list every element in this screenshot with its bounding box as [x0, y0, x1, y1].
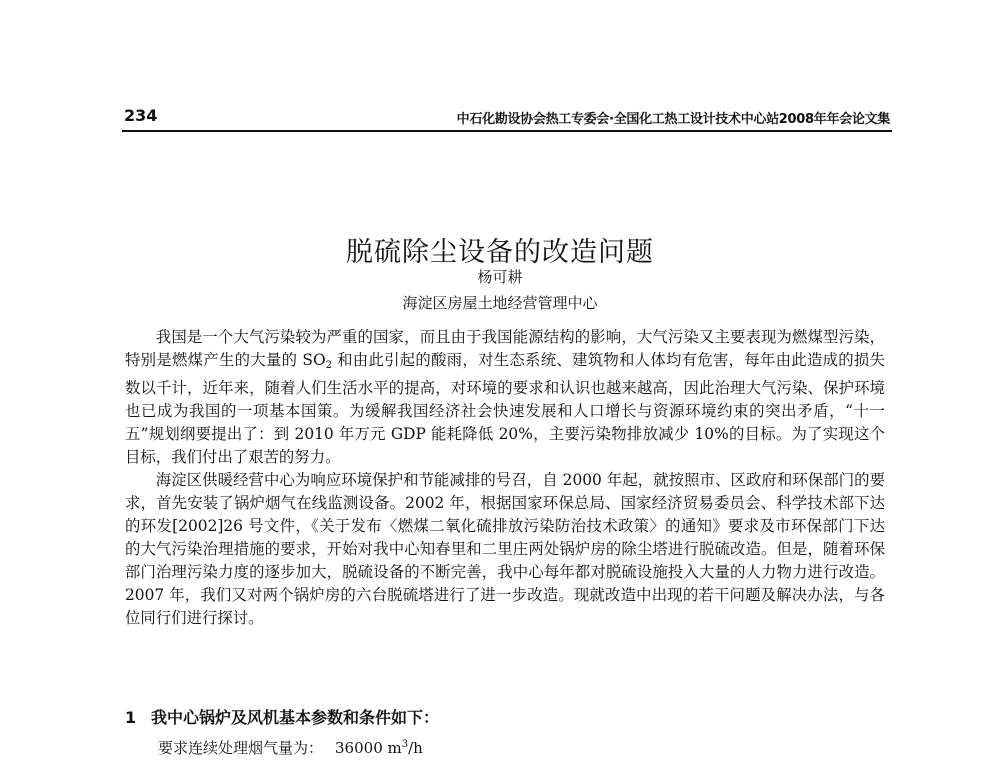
- article-title: 脱硫除尘设备的改造问题: [346, 237, 654, 269]
- author-name: 杨可耕: [477, 268, 523, 286]
- page-number: 234: [124, 106, 158, 125]
- so2-subscript: 2: [325, 360, 332, 371]
- cubic-superscript: 3: [401, 739, 409, 750]
- flue-gas-label: 要求连续处理烟气量为：: [158, 739, 324, 757]
- body-text: [125, 326, 885, 630]
- paragraph-1: [125, 326, 885, 469]
- paragraph-1-part1: 我国是一个大气污染较为严重的国家，而且由于我国能源结构的影响，大气污染又主要表现为燃煤型污染，特别是燃煤产生的大量的 SO: [125, 328, 885, 369]
- section-number: 1: [125, 708, 137, 727]
- journal-header: 中石化勘设协会热工专委会·全国化工热工设计技术中心站2008年年会论文集: [456, 112, 890, 127]
- flue-gas-unit: /h: [408, 739, 423, 757]
- running-header: [122, 104, 892, 132]
- flue-gas-value: [335, 739, 423, 757]
- author-affiliation: 海淀区房屋土地经营管理中心: [402, 294, 598, 312]
- paragraph-2: 海淀区供暖经营中心为响应环境保护和节能减排的号召，自 2000 年起，就按照市、区政府和环保部门的要求，首先安装了锅炉烟气在线监测设备。2002 年，根据国家环保总局、国家经济贸易委员会、科学技术部下达的环发[2002]26 号文件，《关于发布〈燃煤二氧化硫排放污染防治技术政策〉的通知》要求及市环保部门下达的大气污染治理措施的要求，开始对我中心知春里和二里庄两处锅炉房的除尘塔进行脱硫改造。但是，随着环保部门治理污染力度的逐步加大，脱硫设备的不断完善，我中心每年都对脱硫设施投入大量的人力物力进行改造。2007 年，我们又对两个锅炉房的六台脱硫塔进行了进一步改造。现就改造中出现的若干问题及解决办法，与各位同行们进行探讨。: [125, 471, 885, 627]
- section-title: 我中心锅炉及风机基本参数和条件如下：: [151, 708, 440, 727]
- paragraph-1-part2: 和由此引起的酸雨，对生态系统、建筑物和人体均有危害，每年由此造成的损失数以千计，近年来，随着人们生活水平的提高，对环境的要求和认识也越来越高，因此治理大气污染、保护环境也已成为我国的一项基本国策。为缓解我国经济社会快速发展和人口增长与资源环境约束的突出矛盾，“十一五”规划纲要提出了：到 2010 年万元 GDP 能耗降低 20%，主要污染物排放减少 10%的目标。为了实现这个目标，我们付出了艰苦的努力。: [125, 351, 885, 466]
- flue-gas-number: 36000 m: [335, 739, 402, 757]
- section-1-heading: [125, 705, 885, 728]
- flue-gas-parameter: [158, 737, 858, 758]
